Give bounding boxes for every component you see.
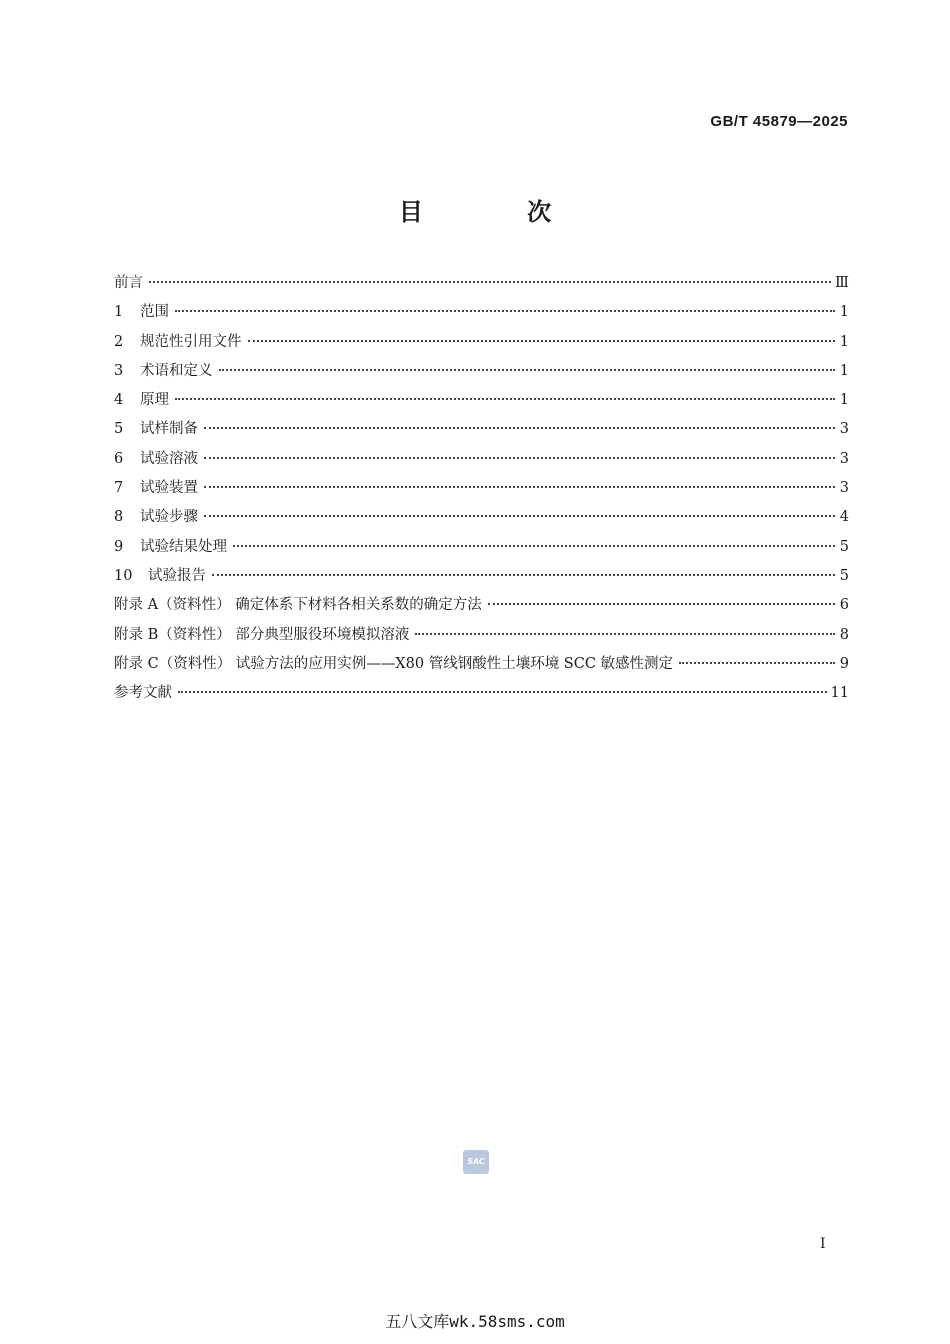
toc-page: 4 <box>839 509 849 526</box>
toc-entry-scope[interactable] <box>114 298 849 327</box>
page-title: 目 次 <box>398 198 600 226</box>
toc-page: 1 <box>839 392 849 409</box>
toc-label: 前言 <box>114 275 143 291</box>
toc-page: 11 <box>830 685 849 702</box>
toc-entry-annex-b[interactable] <box>114 621 849 650</box>
toc-number: 5 <box>114 421 124 438</box>
toc-leader <box>204 427 835 429</box>
toc-page: 1 <box>839 304 849 321</box>
toc-label: 附录 A（资料性） 确定体系下材料各相关系数的确定方法 <box>114 597 482 614</box>
toc-leader <box>204 486 835 488</box>
toc-label: 附录 C（资料性） 试验方法的应用实例——X80 管线钢酸性土壤环境 SCC 敏感性测定 <box>114 655 674 672</box>
toc-label: 试验报告 <box>148 567 206 584</box>
toc-label: 试验步骤 <box>140 509 198 526</box>
toc-label: 试验溶液 <box>140 450 198 467</box>
toc-entry-test-procedure[interactable] <box>114 503 849 532</box>
standard-number: GB/T 45879—2025 <box>710 113 848 130</box>
toc-leader <box>679 662 835 664</box>
toc-leader <box>415 633 835 635</box>
toc-page: 5 <box>839 538 849 555</box>
toc-entry-bibliography[interactable] <box>114 679 849 708</box>
toc-leader <box>212 574 835 576</box>
toc-number: 3 <box>114 362 124 379</box>
toc-leader <box>178 691 827 693</box>
toc-entry-foreword[interactable] <box>114 269 849 298</box>
toc-page: 8 <box>839 626 849 643</box>
toc-number: 10 <box>114 567 133 584</box>
toc-number: 9 <box>114 538 124 555</box>
toc-label: 试验结果处理 <box>140 538 227 555</box>
toc-label: 原理 <box>140 392 169 409</box>
page-number: I <box>820 1236 826 1252</box>
toc-entry-test-solution[interactable] <box>114 445 849 474</box>
toc-leader <box>204 457 835 459</box>
toc-entry-test-report[interactable] <box>114 562 849 591</box>
toc-entry-terms[interactable] <box>114 357 849 386</box>
toc-page: 3 <box>839 450 849 467</box>
toc-label: 术语和定义 <box>140 362 213 379</box>
toc-leader <box>233 545 835 547</box>
toc-page: 9 <box>839 655 849 672</box>
toc-leader <box>204 515 835 517</box>
table-of-contents <box>114 269 849 708</box>
toc-number: 1 <box>114 304 124 321</box>
toc-entry-normative-references[interactable] <box>114 328 849 357</box>
toc-label: 试验装置 <box>140 480 198 497</box>
toc-page: 5 <box>839 567 849 584</box>
toc-number: 2 <box>114 333 124 350</box>
toc-page: Ⅲ <box>835 275 849 291</box>
toc-page: 6 <box>839 597 849 614</box>
watermark-text: 五八文库wk.58sms.com <box>385 1312 565 1331</box>
toc-leader <box>248 340 836 342</box>
toc-page: 3 <box>839 480 849 497</box>
toc-leader <box>175 310 835 312</box>
toc-page: 3 <box>839 421 849 438</box>
toc-leader <box>175 398 835 400</box>
toc-leader <box>488 603 835 605</box>
toc-label: 试样制备 <box>140 421 198 438</box>
toc-entry-test-apparatus[interactable] <box>114 474 849 503</box>
toc-page: 1 <box>839 362 849 379</box>
toc-label: 范围 <box>140 304 169 321</box>
toc-leader <box>219 369 836 371</box>
toc-leader <box>149 281 831 283</box>
toc-number: 6 <box>114 450 124 467</box>
toc-entry-result-processing[interactable] <box>114 533 849 562</box>
toc-entry-annex-c[interactable] <box>114 650 849 679</box>
toc-number: 8 <box>114 509 124 526</box>
toc-number: 7 <box>114 480 124 497</box>
toc-page: 1 <box>839 333 849 350</box>
toc-label: 参考文献 <box>114 685 172 702</box>
toc-number: 4 <box>114 392 124 409</box>
toc-entry-principle[interactable] <box>114 386 849 415</box>
toc-entry-annex-a[interactable] <box>114 591 849 620</box>
sac-logo: SAC <box>463 1150 489 1174</box>
toc-entry-specimen-preparation[interactable] <box>114 415 849 444</box>
toc-label: 规范性引用文件 <box>140 333 242 350</box>
toc-label: 附录 B（资料性） 部分典型服役环境模拟溶液 <box>114 626 410 643</box>
